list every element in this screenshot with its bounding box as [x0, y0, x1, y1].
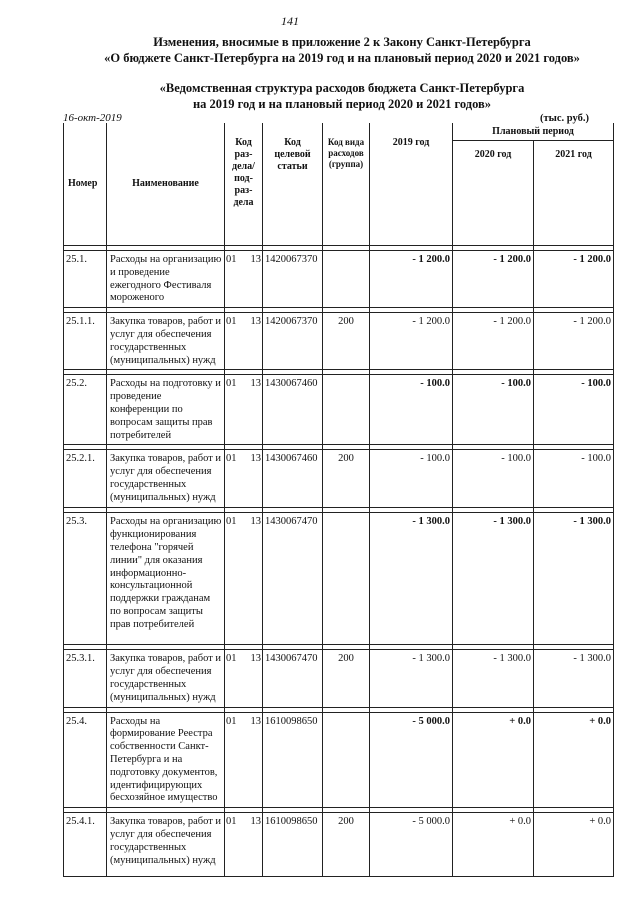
- row-amount-2019: - 1 300.0: [370, 650, 453, 707]
- row-amount-2020: + 0.0: [453, 712, 534, 808]
- row-podrazdel-code: 13: [250, 516, 261, 528]
- row-number: 25.3.: [64, 513, 107, 645]
- row-razdel-code: 01: [226, 816, 237, 828]
- row-podrazdel-code: 13: [250, 816, 261, 828]
- row-amount-2020: - 100.0: [453, 450, 534, 508]
- row-razdel: [225, 375, 263, 445]
- row-name: Закупка товаров, работ и услуг для обеспечения государственных (муниципальных) нужд: [107, 450, 225, 508]
- row-amount-2019: - 1 200.0: [370, 313, 453, 370]
- units-label: (тыс. руб.): [540, 113, 589, 124]
- row-amount-2019: - 1 300.0: [370, 513, 453, 645]
- row-name: Закупка товаров, работ и услуг для обеспечения государственных (муниципальных) нужд: [107, 813, 225, 877]
- row-number: 25.3.1.: [64, 650, 107, 707]
- table-row: [64, 712, 614, 808]
- table-header-row: [64, 123, 614, 141]
- row-vid-code: 200: [323, 650, 370, 707]
- row-amount-2020: - 1 300.0: [453, 650, 534, 707]
- row-podrazdel-code: 13: [250, 653, 261, 665]
- row-razdel: [225, 513, 263, 645]
- table-row: [64, 813, 614, 877]
- col-header-plan-period: Плановый период: [453, 123, 614, 141]
- row-razdel-code: 01: [226, 715, 237, 727]
- row-target-code: 1420067370: [263, 313, 323, 370]
- row-number: 25.4.: [64, 712, 107, 808]
- row-target-code: 1430067460: [263, 450, 323, 508]
- table-row: [64, 251, 614, 308]
- col-header-razdel: Код раз- дела/ под- раз- дела: [225, 123, 263, 246]
- row-amount-2021: - 100.0: [534, 450, 614, 508]
- row-number: 25.4.1.: [64, 813, 107, 877]
- document-date: 16-окт-2019: [63, 112, 122, 124]
- row-name: Расходы на подготовку и проведение конференции по вопросам защиты прав потребителей: [107, 375, 225, 445]
- row-amount-2021: - 1 200.0: [534, 251, 614, 308]
- row-number: 25.1.1.: [64, 313, 107, 370]
- document-subheading-line1: «Ведомственная структура расходов бюджета Санкт-Петербурга: [159, 81, 525, 95]
- table-row: [64, 313, 614, 370]
- row-razdel-code: 01: [226, 453, 237, 465]
- row-amount-2021: - 100.0: [534, 375, 614, 445]
- document-heading-line1: Изменения, вносимые в приложение 2 к Закону Санкт-Петербурга: [153, 35, 531, 49]
- row-amount-2021: + 0.0: [534, 712, 614, 808]
- row-podrazdel-code: 13: [250, 254, 261, 265]
- row-vid-code: 200: [323, 313, 370, 370]
- row-vid-code: [323, 513, 370, 645]
- budget-table: [63, 123, 614, 877]
- row-amount-2021: - 1 300.0: [534, 513, 614, 645]
- row-vid-code: [323, 712, 370, 808]
- table-row: [64, 375, 614, 445]
- row-razdel: [225, 313, 263, 370]
- row-podrazdel-code: 13: [250, 378, 261, 390]
- row-target-code: 1430067460: [263, 375, 323, 445]
- table-row: [64, 513, 614, 645]
- row-name: Расходы на организацию функционирования телефона "горячей линии" для оказания информационно-консультационной поддержки гражданам по вопросам защиты прав потребителей: [107, 513, 225, 645]
- row-podrazdel-code: 13: [250, 715, 261, 727]
- row-target-code: 1610098650: [263, 712, 323, 808]
- row-target-code: 1610098650: [263, 813, 323, 877]
- row-razdel: [225, 251, 263, 308]
- row-number: 25.1.: [64, 251, 107, 308]
- col-header-2021: 2021 год: [534, 141, 614, 246]
- row-razdel: [225, 650, 263, 707]
- table-row: [64, 650, 614, 707]
- row-target-code: 1420067370: [263, 251, 323, 308]
- table-row: [64, 450, 614, 508]
- row-razdel: [225, 813, 263, 877]
- row-amount-2020: - 1 200.0: [453, 313, 534, 370]
- row-name: Закупка товаров, работ и услуг для обеспечения государственных (муниципальных) нужд: [107, 313, 225, 370]
- row-name: Расходы на организацию и проведение ежегодного Фестиваля мороженого: [107, 251, 225, 308]
- col-header-vid: Код вида расходов (группа): [323, 123, 370, 246]
- row-amount-2021: + 0.0: [534, 813, 614, 877]
- document-subheading-line2: на 2019 год и на плановый период 2020 и 2021 годов»: [192, 97, 492, 111]
- row-podrazdel-code: 13: [250, 316, 261, 328]
- row-target-code: 1430067470: [263, 513, 323, 645]
- row-vid-code: [323, 251, 370, 308]
- col-header-target: Код целевой статьи: [263, 123, 323, 246]
- col-header-2020: 2020 год: [453, 141, 534, 246]
- row-amount-2020: - 1 300.0: [453, 513, 534, 645]
- row-amount-2019: - 5 000.0: [370, 813, 453, 877]
- row-razdel: [225, 712, 263, 808]
- document-heading-line2: «О бюджете Санкт-Петербурга на 2019 год и на плановый период 2020 и 2021 годов»: [104, 51, 580, 65]
- row-amount-2020: - 100.0: [453, 375, 534, 445]
- row-amount-2020: + 0.0: [453, 813, 534, 877]
- row-razdel-code: 01: [226, 254, 237, 265]
- row-vid-code: 200: [323, 813, 370, 877]
- row-amount-2019: - 5 000.0: [370, 712, 453, 808]
- row-vid-code: [323, 375, 370, 445]
- col-header-name: Наименование: [107, 123, 225, 246]
- col-header-number: Номер: [64, 123, 107, 246]
- row-razdel-code: 01: [226, 378, 237, 390]
- col-header-2019: 2019 год: [370, 123, 453, 246]
- page-number: 141: [281, 14, 299, 28]
- row-name: Закупка товаров, работ и услуг для обеспечения государственных (муниципальных) нужд: [107, 650, 225, 707]
- row-razdel-code: 01: [226, 516, 237, 528]
- row-podrazdel-code: 13: [250, 453, 261, 465]
- row-name: Расходы на формирование Реестра собственности Санкт-Петербурга и на подготовку документов, идентифицирующих бесхозяйное имущество: [107, 712, 225, 808]
- row-amount-2021: - 1 200.0: [534, 313, 614, 370]
- row-amount-2019: - 1 200.0: [370, 251, 453, 308]
- row-razdel-code: 01: [226, 653, 237, 665]
- row-vid-code: 200: [323, 450, 370, 508]
- row-amount-2021: - 1 300.0: [534, 650, 614, 707]
- row-target-code: 1430067470: [263, 650, 323, 707]
- row-number: 25.2.: [64, 375, 107, 445]
- row-number: 25.2.1.: [64, 450, 107, 508]
- row-razdel-code: 01: [226, 316, 237, 328]
- row-amount-2019: - 100.0: [370, 375, 453, 445]
- row-amount-2019: - 100.0: [370, 450, 453, 508]
- row-razdel: [225, 450, 263, 508]
- row-amount-2020: - 1 200.0: [453, 251, 534, 308]
